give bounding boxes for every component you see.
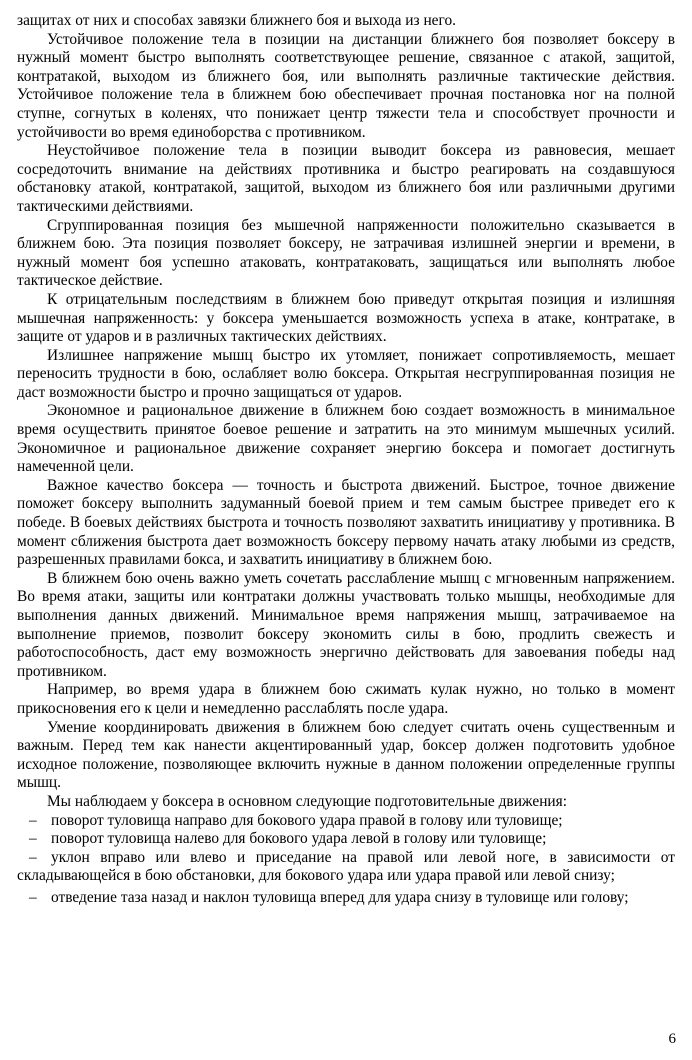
paragraph: Излишнее напряжение мышц быстро их утомляет, понижает сопротивляемость, мешает переносить трудности в бою, ослабляет волю боксера. Открытая несгруппированная позиция не даст возможности быстро и прочно защищаться от ударов. [17,346,675,401]
list-item [17,889,675,908]
list-item [17,830,675,849]
list-item [17,812,675,831]
paragraph: Устойчивое положение тела в позиции на дистанции ближнего боя позволяет боксеру в нужный момент быстро выполнять соответствующее решение, связанное с атакой, защитой, контратакой, выходом из ближнего боя, или выполнять различные тактические действия. Устойчивое положение тела в ближнем бою обеспечивает прочная постановка ног на полной ступне, согнутых в коленях, что понижает центр тяжести тела и способствует прочности и устойчивости во время единоборства с противником. [17,30,675,141]
list-item-text: уклон вправо или влево и приседание на правой или левой ноге, в зависимости от складывающейся в бою обстановки, для бокового удара или удара правой или левой снизу; [17,848,675,885]
paragraph: К отрицательным последствиям в ближнем бою приведут открытая позиция и излишняя мышечная напряженность: у боксера уменьшается возможность успеха в атаке, контратаке, в защите от ударов и в различных тактических действиях. [17,290,675,346]
paragraph: Важное качество боксера — точность и быстрота движений. Быстрое, точное движение поможет боксеру выполнить задуманный боевой прием и тем самым быстрее приведет его к победе. В боевых действиях быстрота и точность позволяют захватить инициативу у противника. В момент сближения быстрота дает возможность боксеру первому начать атаку любыми из средств, разрешенных правилами бокса, и захватить инициативу в ближнем бою. [17,476,675,569]
dash-marker: – [29,848,37,866]
paragraph: Например, во время удара в ближнем бою сжимать кулак нужно, но только в момент прикосновения его к цели и немедленно расслаблять после удара. [17,681,675,717]
paragraph: Неустойчивое положение тела в позиции выводит боксера из равновесия, мешает сосредоточить внимание на действиях противника и быстро реагировать на создавшуюся обстановку атакой, контратакой, защитой, выходом из ближнего боя или различными другими тактическими действиями. [17,142,675,215]
list-item-text: поворот туловища налево для бокового удара левой в голову или туловище; [51,830,547,848]
paragraph: Сгруппированная позиция без мышечной напряженности положительно сказывается в ближнем бою. Эта позиция позволяет боксеру, не затрачивая излишней энергии и времени, в нужный момент боя успешно атаковать, контратаковать, защищаться или выполнять любое тактическое действие. [17,216,675,290]
paragraph: В ближнем бою очень важно уметь сочетать расслабление мышц с мгновенным напряжением. Во время атаки, защиты или контратаки должны участвовать только мышцы, необходимые для выполнения данных движений. Минимальное время напряжения мышц, затрачиваемое на выполнение приемов, позволит боксеру экономить силы в бою, продлить свежесть и работоспособность, даст ему возможность энергично действовать для завоевания победы над противником. [17,569,675,680]
paragraph: Мы наблюдаем у боксера в основном следующие подготовительные движения: [47,792,568,810]
document-page [17,12,675,908]
list-item-text: отведение таза назад и наклон туловища вперед для удара снизу в туловище или голову; [51,888,629,906]
list-item-text: поворот туловища направо для бокового удара правой в голову или туловище; [51,811,563,829]
dash-marker: – [29,830,37,848]
list-item [17,849,675,886]
paragraph: Умение координировать движения в ближнем бою следует считать очень существенным и важным. Перед тем как нанести акцентированный удар, боксер должен подготовить удобное исходное положение, позволяющее включить нужные в данном положении определенные группы мышц. [17,718,675,792]
paragraph: Экономное и рациональное движение в ближнем бою создает возможность в минимальное время осуществить принятое боевое решение и затратить на это минимум мышечных усилий. Экономичное и рациональное движение сохраняет энергию боксера и помогает достигнуть намеченной цели. [17,402,675,476]
dash-marker: – [29,888,37,906]
page-number: 6 [668,1031,676,1047]
dash-marker: – [29,811,37,829]
paragraph-continuation: защитах от них и способах завязки ближнего боя и выхода из него. [17,12,456,29]
